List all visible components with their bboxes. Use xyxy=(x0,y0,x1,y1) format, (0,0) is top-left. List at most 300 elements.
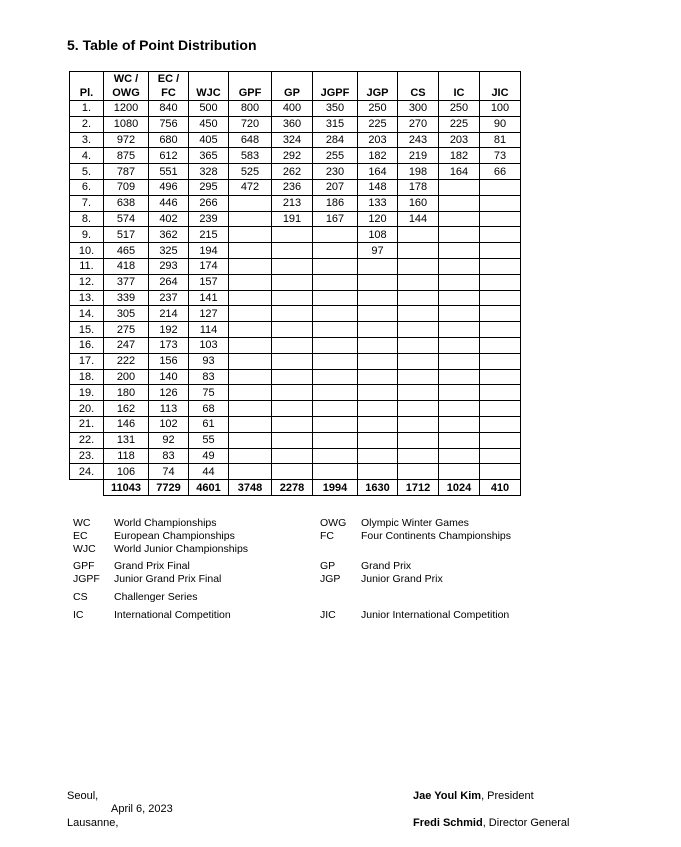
points-cell xyxy=(439,448,480,464)
points-cell xyxy=(439,464,480,480)
table-row xyxy=(70,464,521,480)
table-row xyxy=(70,401,521,417)
table-row xyxy=(70,148,521,164)
points-cell xyxy=(229,464,272,480)
points-cell: 225 xyxy=(439,116,480,132)
points-cell xyxy=(480,227,521,243)
points-cell: 720 xyxy=(229,116,272,132)
points-cell xyxy=(272,306,313,322)
total-cell xyxy=(70,480,104,496)
placement-cell: 21. xyxy=(70,416,104,432)
point-distribution-table xyxy=(69,71,521,496)
points-cell: 97 xyxy=(358,243,398,259)
header-cell: JIC xyxy=(480,86,521,101)
table-header-bottom xyxy=(70,86,521,101)
points-cell xyxy=(439,290,480,306)
points-cell xyxy=(439,274,480,290)
points-cell xyxy=(398,337,439,353)
points-cell: 83 xyxy=(149,448,189,464)
legend-abbr: JGP xyxy=(320,573,341,585)
points-cell: 243 xyxy=(398,132,439,148)
table-row xyxy=(70,432,521,448)
points-cell xyxy=(272,369,313,385)
points-cell xyxy=(398,353,439,369)
points-cell xyxy=(480,195,521,211)
points-cell: 551 xyxy=(149,164,189,180)
points-cell: 127 xyxy=(189,306,229,322)
placement-cell: 4. xyxy=(70,148,104,164)
points-cell: 160 xyxy=(398,195,439,211)
section-title: 5. Table of Point Distribution xyxy=(67,37,257,53)
points-cell xyxy=(229,385,272,401)
points-cell: 295 xyxy=(189,179,229,195)
points-cell: 66 xyxy=(480,164,521,180)
table-row xyxy=(70,274,521,290)
points-cell xyxy=(439,369,480,385)
points-cell: 225 xyxy=(358,116,398,132)
header-cell: JGPF xyxy=(313,86,358,101)
legend-full: Junior International Competition xyxy=(361,609,510,621)
points-cell: 525 xyxy=(229,164,272,180)
header-cell: WJC xyxy=(189,86,229,101)
header-cell: OWG xyxy=(104,86,149,101)
points-cell: 1080 xyxy=(104,116,149,132)
points-cell xyxy=(480,448,521,464)
placement-cell: 20. xyxy=(70,401,104,417)
legend-full: Grand Prix Final xyxy=(114,560,190,572)
points-cell: 213 xyxy=(272,195,313,211)
placement-cell: 19. xyxy=(70,385,104,401)
points-cell xyxy=(439,258,480,274)
points-cell: 174 xyxy=(189,258,229,274)
placement-cell: 6. xyxy=(70,179,104,195)
placement-cell: 11. xyxy=(70,258,104,274)
header-cell xyxy=(272,72,313,87)
points-cell: 198 xyxy=(398,164,439,180)
total-cell: 1024 xyxy=(439,480,480,496)
points-cell xyxy=(313,369,358,385)
points-cell: 120 xyxy=(358,211,398,227)
table-row xyxy=(70,227,521,243)
points-cell: 787 xyxy=(104,164,149,180)
points-cell: 255 xyxy=(313,148,358,164)
points-cell: 186 xyxy=(313,195,358,211)
points-cell: 167 xyxy=(313,211,358,227)
points-cell xyxy=(229,227,272,243)
place-lausanne: Lausanne, xyxy=(67,817,119,829)
points-cell xyxy=(358,258,398,274)
points-cell: 1200 xyxy=(104,101,149,117)
points-cell xyxy=(358,306,398,322)
points-cell: 200 xyxy=(104,369,149,385)
points-cell xyxy=(480,369,521,385)
points-cell: 215 xyxy=(189,227,229,243)
points-cell xyxy=(358,448,398,464)
table-header-top xyxy=(70,72,521,87)
placement-cell: 2. xyxy=(70,116,104,132)
points-cell: 131 xyxy=(104,432,149,448)
points-cell xyxy=(313,385,358,401)
points-cell xyxy=(398,401,439,417)
legend-abbr: WJC xyxy=(73,543,96,555)
points-cell xyxy=(229,322,272,338)
points-cell xyxy=(439,432,480,448)
points-cell: 106 xyxy=(104,464,149,480)
points-cell xyxy=(313,432,358,448)
placement-cell: 18. xyxy=(70,369,104,385)
points-cell: 517 xyxy=(104,227,149,243)
points-cell xyxy=(358,401,398,417)
points-cell: 113 xyxy=(149,401,189,417)
points-cell: 164 xyxy=(358,164,398,180)
header-cell: EC / xyxy=(149,72,189,87)
legend-full: World Championships xyxy=(114,517,217,529)
points-cell xyxy=(358,385,398,401)
total-cell: 1994 xyxy=(313,480,358,496)
points-cell xyxy=(398,448,439,464)
points-cell xyxy=(398,274,439,290)
points-cell: 405 xyxy=(189,132,229,148)
points-cell xyxy=(229,274,272,290)
total-cell: 11043 xyxy=(104,480,149,496)
legend-full: Grand Prix xyxy=(361,560,412,572)
points-cell: 141 xyxy=(189,290,229,306)
points-cell: 214 xyxy=(149,306,189,322)
total-cell: 3748 xyxy=(229,480,272,496)
points-cell: 103 xyxy=(189,337,229,353)
points-cell xyxy=(272,227,313,243)
points-cell xyxy=(398,243,439,259)
points-cell: 264 xyxy=(149,274,189,290)
points-cell: 680 xyxy=(149,132,189,148)
table-row xyxy=(70,448,521,464)
points-cell: 284 xyxy=(313,132,358,148)
table-row xyxy=(70,179,521,195)
totals-row xyxy=(70,480,521,496)
points-cell: 173 xyxy=(149,337,189,353)
points-cell xyxy=(313,353,358,369)
signatory-director-general xyxy=(413,817,570,829)
points-cell xyxy=(480,179,521,195)
points-cell: 44 xyxy=(189,464,229,480)
placement-cell: 5. xyxy=(70,164,104,180)
placement-cell: 3. xyxy=(70,132,104,148)
table-row xyxy=(70,132,521,148)
points-cell xyxy=(229,369,272,385)
points-cell: 164 xyxy=(439,164,480,180)
points-cell: 362 xyxy=(149,227,189,243)
points-cell: 612 xyxy=(149,148,189,164)
points-cell xyxy=(272,322,313,338)
table-row xyxy=(70,385,521,401)
points-cell: 450 xyxy=(189,116,229,132)
points-cell: 133 xyxy=(358,195,398,211)
points-cell xyxy=(358,369,398,385)
placement-cell: 1. xyxy=(70,101,104,117)
points-cell: 194 xyxy=(189,243,229,259)
points-cell: 222 xyxy=(104,353,149,369)
header-cell: IC xyxy=(439,86,480,101)
header-cell: FC xyxy=(149,86,189,101)
points-cell: 156 xyxy=(149,353,189,369)
points-cell xyxy=(480,337,521,353)
points-cell xyxy=(272,353,313,369)
points-cell xyxy=(439,227,480,243)
table-row xyxy=(70,195,521,211)
points-cell xyxy=(398,385,439,401)
points-cell xyxy=(272,464,313,480)
points-cell: 230 xyxy=(313,164,358,180)
points-cell: 250 xyxy=(358,101,398,117)
header-cell: JGP xyxy=(358,86,398,101)
points-cell xyxy=(358,353,398,369)
points-cell: 638 xyxy=(104,195,149,211)
header-cell: WC / xyxy=(104,72,149,87)
points-cell xyxy=(358,416,398,432)
points-cell: 840 xyxy=(149,101,189,117)
points-cell xyxy=(398,306,439,322)
points-cell: 162 xyxy=(104,401,149,417)
total-cell: 7729 xyxy=(149,480,189,496)
points-cell xyxy=(313,258,358,274)
points-cell: 400 xyxy=(272,101,313,117)
points-cell xyxy=(398,432,439,448)
points-cell: 300 xyxy=(398,101,439,117)
points-cell xyxy=(313,464,358,480)
header-cell: GP xyxy=(272,86,313,101)
header-cell xyxy=(70,72,104,87)
points-cell: 49 xyxy=(189,448,229,464)
points-cell: 102 xyxy=(149,416,189,432)
points-cell: 270 xyxy=(398,116,439,132)
points-cell: 182 xyxy=(439,148,480,164)
points-cell: 293 xyxy=(149,258,189,274)
table-row xyxy=(70,116,521,132)
placement-cell: 22. xyxy=(70,432,104,448)
placement-cell: 24. xyxy=(70,464,104,480)
points-cell: 339 xyxy=(104,290,149,306)
total-cell: 2278 xyxy=(272,480,313,496)
points-cell xyxy=(480,211,521,227)
points-cell: 574 xyxy=(104,211,149,227)
points-cell xyxy=(229,337,272,353)
points-cell xyxy=(313,227,358,243)
total-cell: 410 xyxy=(480,480,521,496)
points-cell xyxy=(480,306,521,322)
points-cell xyxy=(439,243,480,259)
legend-full: International Competition xyxy=(114,609,231,621)
points-cell: 472 xyxy=(229,179,272,195)
points-cell: 465 xyxy=(104,243,149,259)
points-cell xyxy=(313,274,358,290)
points-cell xyxy=(272,432,313,448)
table-row xyxy=(70,101,521,117)
points-cell xyxy=(313,290,358,306)
points-cell xyxy=(358,274,398,290)
points-cell: 81 xyxy=(480,132,521,148)
points-cell: 73 xyxy=(480,148,521,164)
points-cell: 800 xyxy=(229,101,272,117)
placement-cell: 9. xyxy=(70,227,104,243)
points-cell xyxy=(229,416,272,432)
header-cell xyxy=(358,72,398,87)
points-cell: 315 xyxy=(313,116,358,132)
points-cell: 266 xyxy=(189,195,229,211)
points-cell xyxy=(480,401,521,417)
points-cell: 239 xyxy=(189,211,229,227)
total-cell: 1630 xyxy=(358,480,398,496)
points-cell: 236 xyxy=(272,179,313,195)
points-cell xyxy=(439,416,480,432)
points-cell xyxy=(229,211,272,227)
table-row xyxy=(70,322,521,338)
points-cell: 203 xyxy=(358,132,398,148)
points-cell: 250 xyxy=(439,101,480,117)
points-cell xyxy=(358,322,398,338)
legend-abbr: FC xyxy=(320,530,334,542)
points-cell: 756 xyxy=(149,116,189,132)
points-cell: 180 xyxy=(104,385,149,401)
legend-abbr: GP xyxy=(320,560,336,572)
legend-full: Junior Grand Prix Final xyxy=(114,573,222,585)
points-cell xyxy=(358,337,398,353)
points-cell xyxy=(439,179,480,195)
points-cell xyxy=(480,416,521,432)
points-cell xyxy=(439,211,480,227)
legend-full: Challenger Series xyxy=(114,591,198,603)
legend-abbr: JIC xyxy=(320,609,336,621)
header-cell: CS xyxy=(398,86,439,101)
legend-full: European Championships xyxy=(114,530,235,542)
signatory-president xyxy=(413,790,534,802)
points-cell: 148 xyxy=(358,179,398,195)
table-row xyxy=(70,290,521,306)
points-cell: 140 xyxy=(149,369,189,385)
points-cell: 75 xyxy=(189,385,229,401)
points-cell: 68 xyxy=(189,401,229,417)
points-cell xyxy=(272,274,313,290)
points-cell: 90 xyxy=(480,116,521,132)
points-cell: 325 xyxy=(149,243,189,259)
points-cell xyxy=(398,258,439,274)
points-cell: 192 xyxy=(149,322,189,338)
table-row xyxy=(70,258,521,274)
legend-full: Olympic Winter Games xyxy=(361,517,469,529)
points-cell xyxy=(480,385,521,401)
legend-abbr: GPF xyxy=(73,560,95,572)
points-cell xyxy=(480,432,521,448)
points-cell xyxy=(439,337,480,353)
points-cell: 500 xyxy=(189,101,229,117)
table-row xyxy=(70,353,521,369)
points-cell: 709 xyxy=(104,179,149,195)
points-cell xyxy=(229,448,272,464)
points-cell: 178 xyxy=(398,179,439,195)
points-cell xyxy=(480,274,521,290)
points-cell: 496 xyxy=(149,179,189,195)
points-cell xyxy=(398,369,439,385)
points-cell xyxy=(398,322,439,338)
points-cell: 118 xyxy=(104,448,149,464)
points-cell: 262 xyxy=(272,164,313,180)
points-cell xyxy=(272,243,313,259)
points-cell xyxy=(439,195,480,211)
points-cell xyxy=(358,432,398,448)
points-cell: 402 xyxy=(149,211,189,227)
points-cell xyxy=(313,243,358,259)
points-cell: 247 xyxy=(104,337,149,353)
placement-cell: 16. xyxy=(70,337,104,353)
points-cell: 182 xyxy=(358,148,398,164)
points-cell: 350 xyxy=(313,101,358,117)
placement-cell: 23. xyxy=(70,448,104,464)
points-cell xyxy=(272,416,313,432)
legend-full: Four Continents Championships xyxy=(361,530,511,542)
points-cell xyxy=(480,258,521,274)
legend-abbr: WC xyxy=(73,517,91,529)
total-cell: 1712 xyxy=(398,480,439,496)
points-cell: 324 xyxy=(272,132,313,148)
header-cell xyxy=(439,72,480,87)
points-cell xyxy=(313,416,358,432)
place-seoul: Seoul, xyxy=(67,790,99,802)
points-cell xyxy=(480,290,521,306)
legend-abbr: EC xyxy=(73,530,88,542)
points-cell: 92 xyxy=(149,432,189,448)
points-cell xyxy=(272,258,313,274)
points-cell xyxy=(229,306,272,322)
table-row xyxy=(70,211,521,227)
header-cell xyxy=(313,72,358,87)
president-name: Jae Youl Kim xyxy=(413,790,482,802)
points-cell: 114 xyxy=(189,322,229,338)
points-cell: 328 xyxy=(189,164,229,180)
points-cell: 61 xyxy=(189,416,229,432)
points-cell: 875 xyxy=(104,148,149,164)
placement-cell: 8. xyxy=(70,211,104,227)
points-cell xyxy=(272,290,313,306)
legend-abbr: CS xyxy=(73,591,88,603)
legend-abbr: JGPF xyxy=(73,573,100,585)
header-cell: GPF xyxy=(229,86,272,101)
placement-cell: 10. xyxy=(70,243,104,259)
points-cell xyxy=(439,322,480,338)
header-cell xyxy=(398,72,439,87)
points-cell xyxy=(313,337,358,353)
points-cell: 418 xyxy=(104,258,149,274)
points-cell xyxy=(398,416,439,432)
points-cell xyxy=(229,243,272,259)
placement-cell: 14. xyxy=(70,306,104,322)
points-cell: 108 xyxy=(358,227,398,243)
points-cell xyxy=(272,337,313,353)
points-cell xyxy=(313,448,358,464)
table-row xyxy=(70,306,521,322)
points-cell xyxy=(439,306,480,322)
table-row xyxy=(70,416,521,432)
points-cell: 83 xyxy=(189,369,229,385)
placement-cell: 15. xyxy=(70,322,104,338)
header-cell xyxy=(189,72,229,87)
points-cell: 144 xyxy=(398,211,439,227)
placement-cell: 12. xyxy=(70,274,104,290)
table-body xyxy=(70,101,521,480)
points-cell: 360 xyxy=(272,116,313,132)
points-cell xyxy=(480,243,521,259)
table-row xyxy=(70,243,521,259)
points-cell xyxy=(398,290,439,306)
placement-cell: 17. xyxy=(70,353,104,369)
